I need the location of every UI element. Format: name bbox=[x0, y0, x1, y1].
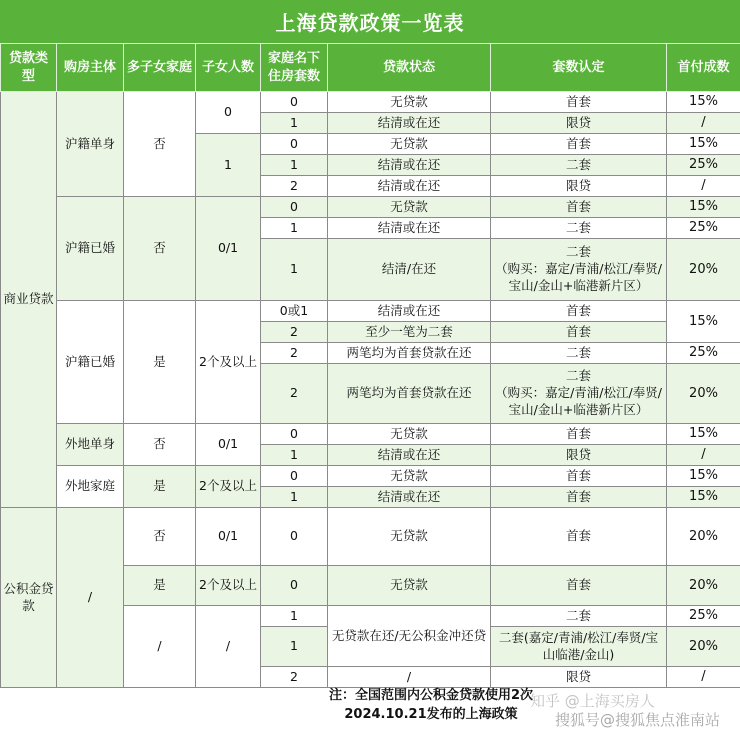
footnote-line-1: 注：全国范围内公积金贷款使用2次 bbox=[328, 688, 534, 703]
table-row bbox=[1, 301, 740, 322]
down-payment-cell: 25% bbox=[667, 343, 740, 364]
header-multi-child: 多子女家庭 bbox=[124, 44, 196, 92]
loan-policy-table bbox=[0, 43, 740, 688]
count-cell: 首套 bbox=[491, 424, 667, 445]
count-cell: 首套 bbox=[491, 197, 667, 218]
multi-child-cell: 否 bbox=[124, 424, 196, 466]
multi-child-cell: 是 bbox=[124, 466, 196, 508]
down-payment-cell: 20% bbox=[667, 566, 740, 606]
count-cell: 二套 bbox=[491, 343, 667, 364]
down-payment-cell: 25% bbox=[667, 218, 740, 239]
status-cell: 无贷款 bbox=[328, 92, 491, 113]
header-houses: 家庭名下住房套数 bbox=[261, 44, 328, 92]
count-cell: 首套 bbox=[491, 322, 667, 343]
multi-child-cell: 否 bbox=[124, 197, 196, 301]
buyer-cell: 外地单身 bbox=[57, 424, 124, 466]
houses-cell: 0 bbox=[261, 566, 328, 606]
count-cell: 首套 bbox=[491, 508, 667, 566]
count-cell: 首套 bbox=[491, 134, 667, 155]
status-cell: 两笔均为首套贷款在还 bbox=[328, 343, 491, 364]
children-cell: 2个及以上 bbox=[196, 301, 261, 424]
houses-cell: 0 bbox=[261, 508, 328, 566]
children-cell: 2个及以上 bbox=[196, 566, 261, 606]
status-cell: 两笔均为首套贷款在还 bbox=[328, 364, 491, 424]
count-cell: 限贷 bbox=[491, 176, 667, 197]
count-cell: 限贷 bbox=[491, 667, 667, 688]
houses-cell: 0 bbox=[261, 134, 328, 155]
table-row bbox=[1, 424, 740, 445]
down-payment-cell: / bbox=[667, 113, 740, 134]
houses-cell: 1 bbox=[261, 218, 328, 239]
status-cell: 无贷款 bbox=[328, 566, 491, 606]
children-cell: 2个及以上 bbox=[196, 466, 261, 508]
table-row bbox=[1, 92, 740, 113]
down-payment-cell: 25% bbox=[667, 155, 740, 176]
count-cell: 首套 bbox=[491, 487, 667, 508]
houses-cell: 1 bbox=[261, 239, 328, 301]
count-note: （购买：嘉定/青浦/松江/奉贤/宝山/金山+临港新片区） bbox=[495, 385, 662, 417]
count-cell: 二套 bbox=[491, 606, 667, 627]
count-cell: 二套 bbox=[491, 218, 667, 239]
children-cell: 0/1 bbox=[196, 508, 261, 566]
status-cell: 结清/在还 bbox=[328, 239, 491, 301]
status-cell: 结清或在还 bbox=[328, 155, 491, 176]
count-cell bbox=[491, 364, 667, 424]
houses-cell: 1 bbox=[261, 487, 328, 508]
count-note: （购买：嘉定/青浦/松江/奉贤/宝山/金山+临港新片区） bbox=[495, 261, 662, 293]
down-payment-cell: / bbox=[667, 176, 740, 197]
houses-cell: 1 bbox=[261, 606, 328, 627]
header-down-payment: 首付成数 bbox=[667, 44, 740, 92]
status-cell: 无贷款 bbox=[328, 466, 491, 487]
status-cell: 结清或在还 bbox=[328, 445, 491, 466]
multi-child-cell: 是 bbox=[124, 566, 196, 606]
status-cell: 无贷款在还/无公积金冲还贷 bbox=[328, 606, 491, 667]
children-cell: 0/1 bbox=[196, 197, 261, 301]
multi-child-cell: / bbox=[124, 606, 196, 688]
loan-type-commercial: 商业贷款 bbox=[1, 92, 57, 508]
multi-child-cell: 否 bbox=[124, 92, 196, 197]
status-cell: 无贷款 bbox=[328, 197, 491, 218]
count-label: 二套 bbox=[565, 244, 591, 260]
houses-cell: 0 bbox=[261, 466, 328, 487]
header-buyer: 购房主体 bbox=[57, 44, 124, 92]
count-label: 二套 bbox=[565, 368, 591, 384]
watermark-sohu: 搜狐号@搜狐焦点淮南站 bbox=[555, 711, 721, 729]
status-cell: 无贷款 bbox=[328, 424, 491, 445]
houses-cell: 2 bbox=[261, 322, 328, 343]
down-payment-cell: 20% bbox=[667, 364, 740, 424]
table-row bbox=[1, 508, 740, 566]
status-cell: 结清或在还 bbox=[328, 113, 491, 134]
down-payment-cell: 15% bbox=[667, 301, 740, 343]
status-cell: 结清或在还 bbox=[328, 301, 491, 322]
count-cell: 二套 bbox=[491, 155, 667, 176]
status-cell: 结清或在还 bbox=[328, 176, 491, 197]
children-cell: 0 bbox=[196, 92, 261, 134]
down-payment-cell: / bbox=[667, 445, 740, 466]
houses-cell: 1 bbox=[261, 445, 328, 466]
houses-cell: 2 bbox=[261, 176, 328, 197]
watermark-zhihu: 知乎 @上海买房人 bbox=[530, 692, 655, 710]
count-cell: 限贷 bbox=[491, 445, 667, 466]
table-row bbox=[1, 197, 740, 218]
multi-child-cell: 是 bbox=[124, 301, 196, 424]
header-loan-status: 贷款状态 bbox=[328, 44, 491, 92]
children-cell: 0/1 bbox=[196, 424, 261, 466]
header-loan-type: 贷款类型 bbox=[1, 44, 57, 92]
down-payment-cell: 15% bbox=[667, 197, 740, 218]
down-payment-cell: 20% bbox=[667, 627, 740, 667]
children-cell: 1 bbox=[196, 134, 261, 197]
count-cell: 二套(嘉定/青浦/松江/奉贤/宝山临港/金山) bbox=[491, 627, 667, 667]
down-payment-cell: / bbox=[667, 667, 740, 688]
count-cell: 首套 bbox=[491, 566, 667, 606]
table-row bbox=[1, 466, 740, 487]
page-title: 上海贷款政策一览表 bbox=[0, 0, 740, 43]
down-payment-cell: 20% bbox=[667, 239, 740, 301]
header-count: 套数认定 bbox=[491, 44, 667, 92]
header-row bbox=[1, 44, 740, 92]
count-cell bbox=[491, 239, 667, 301]
down-payment-cell: 15% bbox=[667, 424, 740, 445]
header-children: 子女人数 bbox=[196, 44, 261, 92]
houses-cell: 1 bbox=[261, 627, 328, 667]
children-cell: / bbox=[196, 606, 261, 688]
count-cell: 首套 bbox=[491, 301, 667, 322]
status-cell: 无贷款 bbox=[328, 508, 491, 566]
houses-cell: 1 bbox=[261, 155, 328, 176]
houses-cell: 0 bbox=[261, 92, 328, 113]
buyer-cell: 沪籍已婚 bbox=[57, 197, 124, 301]
down-payment-cell: 15% bbox=[667, 487, 740, 508]
houses-cell: 0或1 bbox=[261, 301, 328, 322]
loan-type-fund: 公积金贷款 bbox=[1, 508, 57, 688]
buyer-cell: / bbox=[57, 508, 124, 688]
buyer-cell: 沪籍单身 bbox=[57, 92, 124, 197]
down-payment-cell: 15% bbox=[667, 92, 740, 113]
count-cell: 限贷 bbox=[491, 113, 667, 134]
houses-cell: 0 bbox=[261, 424, 328, 445]
down-payment-cell: 15% bbox=[667, 134, 740, 155]
houses-cell: 2 bbox=[261, 364, 328, 424]
status-cell: 结清或在还 bbox=[328, 218, 491, 239]
down-payment-cell: 20% bbox=[667, 508, 740, 566]
down-payment-cell: 25% bbox=[667, 606, 740, 627]
status-cell: 结清或在还 bbox=[328, 487, 491, 508]
status-cell: 至少一笔为二套 bbox=[328, 322, 491, 343]
houses-cell: 1 bbox=[261, 113, 328, 134]
count-cell: 首套 bbox=[491, 466, 667, 487]
buyer-cell: 沪籍已婚 bbox=[57, 301, 124, 424]
count-cell: 首套 bbox=[491, 92, 667, 113]
down-payment-cell: 15% bbox=[667, 466, 740, 487]
multi-child-cell: 否 bbox=[124, 508, 196, 566]
status-cell: 无贷款 bbox=[328, 134, 491, 155]
houses-cell: 0 bbox=[261, 197, 328, 218]
houses-cell: 2 bbox=[261, 343, 328, 364]
buyer-cell: 外地家庭 bbox=[57, 466, 124, 508]
status-cell: / bbox=[328, 667, 491, 688]
footnote-line-2: 2024.10.21发布的上海政策 bbox=[344, 706, 518, 722]
houses-cell: 2 bbox=[261, 667, 328, 688]
